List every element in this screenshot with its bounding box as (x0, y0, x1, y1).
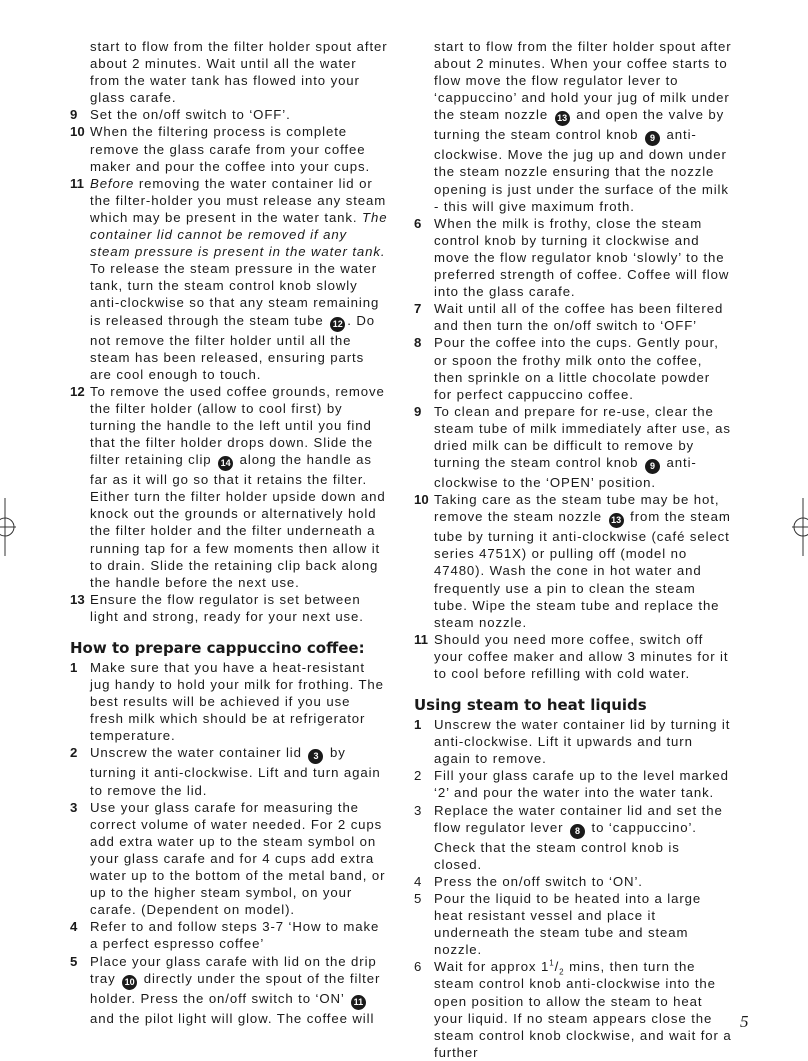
step-9 (70, 106, 388, 123)
step-number: 3 (414, 802, 422, 818)
step-text: When the filtering process is complete remove the glass carafe from your coffee maker and pour the coffee into your cups. (90, 124, 371, 174)
cappuccino-step-5 (70, 953, 388, 1027)
steam-step-5 (414, 890, 732, 958)
steam-step-4 (414, 873, 732, 890)
step-number: 9 (414, 403, 422, 419)
registration-mark-right (792, 498, 808, 556)
cappuccino-heading: How to prepare cappuccino coffee: (70, 639, 365, 657)
step-text: Pour the liquid to be heated into a large heat resistant vessel and place it underneath the steam tube and steam nozzle. (434, 890, 702, 958)
intro-text: anti-clockwise. Move the jug up and down under the steam nozzle ensuring that the nozzle opening is just under the surface of the milk - this will give maximum froth. (434, 127, 729, 214)
left-intro-paragraph: start to flow from the filter holder spout after about 2 minutes. Wait until all the water from the water tank has flowed into your glass carafe. (90, 39, 388, 106)
step-text: Use your glass carafe for measuring the correct volume of water needed. For 2 cups add extra water up to the steam symbol on your glass carafe and for 4 cups add extra water up to the bottom of the metal band, or up to the higher steam symbol, on your carafe. (Dependent on model). (90, 799, 386, 918)
step-number: 2 (70, 745, 78, 761)
part-number-badge: 13 (555, 111, 570, 126)
cappuccino-step-3 (70, 799, 388, 919)
step-emphasis: Before (90, 175, 135, 191)
step-text: Refer to and follow steps 3-7 ‘How to make a perfect espresso coffee’ (90, 919, 380, 952)
step-number: 7 (414, 301, 422, 317)
step-text: along the handle as far as it will go so that it retains the filter. Either turn the filter holder upside down and knock out the grounds or alternatively hold the filter holder and the filter underneath a running tap for a few moments then allow it to drain. Slide the retaining clip back along the handle before the next use. (90, 452, 386, 590)
step-text: to ‘cappuccino’. Check that the steam control knob is closed. (434, 819, 697, 872)
step-text: from the steam tube by turning it anti-clockwise (café select series 4751X) or pulling off (model no 47480). Wash the cone in hot water and frequently use a pin to clean the steam tube. Wipe the steam tube and replace the steam nozzle. (434, 509, 731, 630)
step-9-clean (414, 403, 732, 491)
step-text: To release the steam pressure in the water tank, turn the steam control knob slowly anti-clockwise so that any steam remaining is released through the steam tube (90, 261, 380, 328)
step-text: Wait until all of the coffee has been filtered and then turn the on/off switch to ‘OFF’ (434, 301, 724, 334)
part-number-badge: 10 (122, 975, 137, 990)
fraction-slash: / (554, 959, 560, 975)
page-number: 5 (740, 1012, 749, 1031)
part-number-badge: 11 (351, 995, 366, 1010)
step-emphasis: The container lid cannot be removed if any steam pressure is present in the water tank. (90, 209, 388, 260)
step-number: 13 (70, 591, 85, 607)
step-text: Ensure the flow regulator is set between light and strong, ready for your next use. (90, 591, 364, 624)
step-11-more-coffee (414, 631, 732, 682)
step-13 (70, 591, 388, 625)
intro-text: and open the valve by turning the steam control knob (434, 107, 725, 143)
step-text: Place your glass carafe with lid on the drip tray (90, 953, 377, 986)
right-column (414, 38, 732, 1061)
step-text: Taking care as the steam tube may be hot, remove the steam nozzle (434, 492, 720, 525)
step-text: mins, then turn the steam control knob anti-clockwise into the open position to allow the steam to heat your liquid. If no steam appears close the steam control knob clockwise, and wait for a further (434, 959, 732, 1060)
step-text: Should you need more coffee, switch off your coffee maker and allow 3 minutes for it to cool before refilling with cold water. (434, 631, 729, 681)
steam-step-6 (414, 958, 732, 1061)
step-text: Press the on/off switch to ‘ON’. (434, 873, 643, 889)
step-text: Wait for approx 1 (434, 959, 550, 975)
cappuccino-step-2 (70, 744, 388, 798)
part-number-badge: 14 (218, 456, 233, 471)
cappuccino-step-1 (70, 659, 388, 744)
step-text: Make sure that you have a heat-resistant jug handy to hold your milk for frothing. The best results will be achieved if you use fresh milk which should be at refrigerator temperature. (90, 660, 384, 744)
intro-text: start to flow from the filter holder spout after about 2 minutes. When your coffee starts to flow move the flow regulator lever to ‘cappuccino’ and hold your jug of milk under the steam nozzle (434, 39, 732, 123)
step-text: When the milk is frothy, close the steam control knob by turning it clockwise and move the flow regulator knob ‘slowly’ to the preferred strength of coffee. Coffee will flow into the glass carafe. (434, 215, 730, 300)
fraction-numerator: 1 (549, 958, 555, 968)
left-column (70, 38, 388, 1027)
part-number-badge: 9 (645, 131, 660, 146)
step-number: 4 (70, 919, 78, 935)
part-number-badge: 9 (645, 459, 660, 474)
step-number: 8 (414, 335, 422, 351)
step-text: removing the water container lid or the filter-holder you must release any steam which may be present in the water tank. (90, 175, 387, 225)
step-number: 10 (70, 124, 85, 140)
step-number: 10 (414, 492, 429, 508)
step-text: To clean and prepare for re-use, clear the steam tube of milk immediately after use, as dried milk can be difficult to remove by turning the steam control knob (434, 403, 731, 471)
step-number: 1 (414, 717, 422, 733)
step-number: 11 (70, 175, 84, 191)
step-12 (70, 383, 388, 591)
step-number: 12 (70, 383, 85, 399)
step-text: Fill your glass carafe up to the level marked ‘2’ and pour the water into the water tank. (434, 768, 729, 801)
step-text: anti-clockwise to the ‘OPEN’ position. (434, 455, 697, 491)
step-text: and the pilot light will glow. The coffee will (90, 1010, 375, 1026)
step-number: 3 (70, 799, 78, 815)
step-text: . Do not remove the filter holder until all the steam has been released, ensuring parts are cool enough to touch. (90, 312, 376, 382)
part-number-badge: 13 (609, 513, 624, 528)
step-6 (414, 215, 732, 300)
step-7 (414, 300, 732, 334)
part-number-badge: 12 (330, 317, 345, 332)
step-10-nozzle (414, 491, 732, 631)
registration-mark-left (0, 498, 16, 556)
step-number: 2 (414, 768, 422, 784)
cappuccino-step-4 (70, 918, 388, 952)
step-10 (70, 123, 388, 174)
step-number: 5 (414, 890, 422, 906)
part-number-badge: 8 (570, 824, 585, 839)
step-number: 11 (414, 631, 428, 647)
step-text: Set the on/off switch to ‘OFF’. (90, 107, 291, 123)
step-number: 5 (70, 953, 78, 969)
step-text: by turning it anti-clockwise. Lift and turn again to remove the lid. (90, 745, 381, 798)
step-number: 6 (414, 215, 422, 231)
step-text: To remove the used coffee grounds, remove the filter holder (allow to cool first) by turning the handle to the left until you find that the filter holder drops down. Slide the filter retaining clip (90, 383, 385, 468)
steam-heading: Using steam to heat liquids (414, 696, 647, 715)
step-number: 1 (70, 660, 78, 675)
step-11 (70, 175, 388, 383)
step-number: 4 (414, 873, 422, 889)
fraction-denominator: 2 (559, 967, 565, 977)
step-number: 6 (414, 959, 422, 975)
step-text: Pour the coffee into the cups. Gently pour, or spoon the frothy milk onto the coffee, then sprinkle on a little chocolate powder for perfect cappuccino coffee. (434, 335, 719, 402)
step-8 (414, 334, 732, 402)
steam-step-2 (414, 767, 732, 801)
step-number: 9 (70, 107, 78, 123)
steam-step-1 (414, 716, 732, 767)
right-intro-paragraph (414, 38, 732, 215)
step-text: directly under the spout of the filter holder. Press the on/off switch to ‘ON’ (90, 970, 381, 1006)
step-text: Unscrew the water container lid (90, 745, 307, 761)
step-text: Unscrew the water container lid by turning it anti-clockwise. Lift it upwards and turn again to remove. (434, 717, 731, 767)
steam-step-3 (414, 802, 732, 873)
part-number-badge: 3 (308, 749, 323, 764)
step-text: Replace the water container lid and set the flow regulator lever (434, 802, 723, 835)
